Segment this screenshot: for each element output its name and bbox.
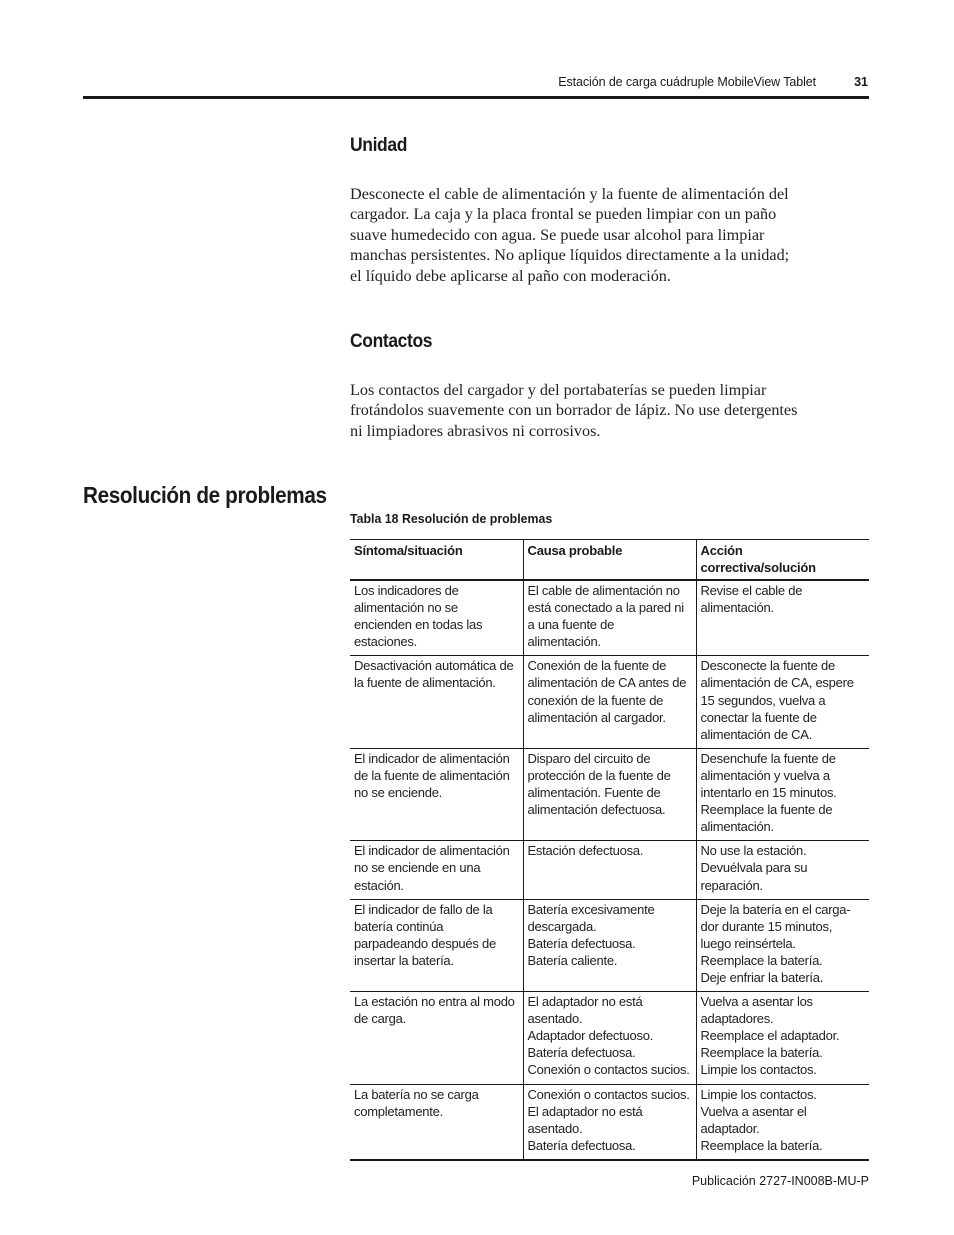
cell-line: alimentación. [527, 634, 601, 650]
paragraph-line: Los contactos del cargador y del portabaterías se pueden limpiar [350, 381, 767, 399]
cell-line: Reemplace la batería. [700, 1137, 823, 1153]
paragraph-line: cargador. La caja y la placa frontal se pueden limpiar con un paño [350, 205, 777, 224]
cell-line: Batería defectuosa. [527, 1045, 636, 1061]
table-row [350, 899, 869, 991]
action-cell [696, 841, 869, 899]
cell-line: Reemplace la fuente de [700, 802, 833, 818]
cell-line: Batería defectuosa. [527, 935, 636, 951]
cell-line: parpadeando después de [354, 935, 496, 951]
symptom-cell [350, 580, 523, 656]
cell-line: alimentación. [700, 600, 774, 616]
running-header-title: Estación de carga cuádruple MobileView Tablet [558, 75, 816, 89]
cell-line: alimentación y vuelva a [700, 767, 830, 783]
page-number: 31 [854, 75, 868, 89]
table-row [350, 1084, 869, 1160]
cell-line: No use la estación. [700, 843, 807, 859]
cell-line: dor durante 15 minutos, [700, 918, 833, 934]
table-row [350, 580, 869, 656]
cell-line: intentarlo en 15 minutos. [700, 785, 837, 801]
symptom-cell [350, 992, 523, 1084]
paragraph-line: el líquido debe aplicarse al paño con moderación. [350, 266, 671, 285]
cell-line: Adaptador defectuoso. [527, 1028, 654, 1044]
table-row [350, 841, 869, 899]
cell-line: Vuelva a asentar los [700, 994, 813, 1010]
cell-line: asentado. [527, 1120, 583, 1136]
cell-line: Batería caliente. [527, 952, 618, 968]
cause-cell [523, 748, 696, 840]
cell-line: alimentación no se [354, 600, 458, 616]
cell-line: Revise el cable de [700, 583, 803, 598]
cause-cell [523, 580, 696, 656]
cell-line: Conexión de la fuente de [527, 658, 667, 674]
action-cell [696, 992, 869, 1084]
table-body [350, 580, 869, 1160]
unidad-paragraph [350, 184, 870, 286]
cell-line: alimentación de CA. [700, 726, 813, 742]
action-cell [696, 1084, 869, 1160]
cell-line: Devuélvala para su [700, 860, 808, 876]
cell-line: Los indicadores de [354, 583, 459, 598]
cell-line: Estación defectuosa. [527, 843, 644, 859]
cell-line: estación. [354, 877, 404, 893]
cell-line: alimentación. [700, 819, 774, 835]
cell-line: Desconecte la fuente de [700, 658, 835, 674]
cell-line: descargada. [527, 918, 597, 934]
cell-line: asentado. [527, 1011, 583, 1027]
paragraph-line: ni limpiadores abrasivos ni corrosivos. [350, 421, 601, 440]
cell-line: Limpie los contactos. [700, 1086, 817, 1102]
cell-line: Deje la batería en el carga- [700, 901, 851, 917]
header-rule [83, 96, 869, 99]
column-header-line: correctiva/solución [700, 560, 816, 576]
section-heading-unidad: Unidad [350, 135, 408, 156]
cause-cell [523, 1084, 696, 1160]
symptom-cell [350, 841, 523, 899]
symptom-cell [350, 656, 523, 748]
column-header [523, 540, 696, 581]
paragraph-line: frotándolos suavemente con un borrador de lápiz. No use detergentes [350, 401, 798, 420]
column-header [696, 540, 869, 581]
cell-line: de la fuente de alimentación [354, 767, 510, 783]
table-row [350, 656, 869, 748]
paragraph-line: manchas persistentes. No aplique líquidos directamente a la unidad; [350, 246, 790, 265]
footer-publication: Publicación 2727-IN008B-MU-P [691, 1174, 869, 1188]
cell-line: El indicador de fallo de la [354, 901, 493, 917]
cell-line: Desenchufe la fuente de [700, 750, 836, 766]
cell-line: conexión de la fuente de [527, 692, 664, 708]
cause-cell [523, 899, 696, 991]
troubleshooting-table [350, 539, 869, 1161]
cause-cell [523, 992, 696, 1084]
table-header-row [350, 540, 869, 581]
cell-line: encienden en todas las [354, 617, 483, 633]
cell-line: El cable de alimentación no [527, 583, 680, 598]
cause-cell [523, 656, 696, 748]
cell-line: no se enciende en una [354, 860, 481, 876]
cell-line: a una fuente de [527, 617, 615, 633]
cell-line: Batería defectuosa. [527, 1137, 636, 1153]
cell-line: no se enciende. [354, 785, 443, 801]
cell-line: alimentación al cargador. [527, 709, 666, 725]
cell-line: El adaptador no está [527, 1103, 643, 1119]
cell-line: completamente. [354, 1103, 443, 1119]
column-header [350, 540, 523, 581]
cell-line: Conexión o contactos sucios. [527, 1086, 690, 1102]
section-heading-contactos: Contactos [350, 331, 433, 352]
table-row [350, 992, 869, 1084]
cell-line: alimentación. Fuente de [527, 785, 661, 801]
cell-line: de carga. [354, 1011, 406, 1027]
action-cell [696, 656, 869, 748]
cell-line: Reemplace la batería. [700, 952, 823, 968]
symptom-cell [350, 899, 523, 991]
contactos-paragraph [350, 380, 870, 441]
column-header-line: Causa probable [527, 543, 623, 558]
cell-line: Conexión o contactos sucios. [527, 1062, 690, 1078]
cell-line: adaptador. [700, 1120, 760, 1136]
cell-line: batería continúa [354, 918, 444, 934]
cell-line: insertar la batería. [354, 952, 454, 968]
cell-line: alimentación de CA antes de [527, 675, 687, 691]
column-header-line: Síntoma/situación [354, 543, 463, 558]
cell-line: El indicador de alimentación [354, 750, 510, 766]
cause-cell [523, 841, 696, 899]
action-cell [696, 899, 869, 991]
action-cell [696, 580, 869, 656]
cell-line: está conectado a la pared ni [527, 600, 684, 616]
cell-line: El indicador de alimentación [354, 843, 510, 859]
cell-line: Reemplace el adaptador. [700, 1028, 840, 1044]
cell-line: 15 segundos, vuelva a [700, 692, 826, 708]
cell-line: luego reinsértela. [700, 935, 796, 951]
symptom-cell [350, 748, 523, 840]
paragraph-line: suave humedecido con agua. Se puede usar alcohol para limpiar [350, 225, 765, 244]
cell-line: Vuelva a asentar el [700, 1103, 807, 1119]
section-heading-troubleshooting: Resolución de problemas [83, 482, 327, 508]
cell-line: La estación no entra al modo [354, 994, 515, 1010]
symptom-cell [350, 1084, 523, 1160]
cell-line: la fuente de alimentación. [354, 675, 496, 691]
cell-line: alimentación de CA, espere [700, 675, 854, 691]
action-cell [696, 748, 869, 840]
cell-line: reparación. [700, 877, 763, 893]
cell-line: adaptadores. [700, 1011, 774, 1027]
column-header-line: Acción [700, 543, 743, 558]
paragraph-line: Desconecte el cable de alimentación y la fuente de alimentación del [350, 185, 789, 203]
table-caption: Tabla 18 Resolución de problemas [350, 511, 553, 526]
table-row [350, 748, 869, 840]
cell-line: alimentación defectuosa. [527, 802, 666, 818]
cell-line: Desactivación automática de [354, 658, 514, 674]
cell-line: Limpie los contactos. [700, 1062, 817, 1078]
cell-line: La batería no se carga [354, 1086, 479, 1102]
cell-line: conectar la fuente de [700, 709, 817, 725]
cell-line: protección de la fuente de [527, 767, 671, 783]
cell-line: El adaptador no está [527, 994, 643, 1010]
cell-line: Batería excesivamente [527, 901, 655, 917]
cell-line: Disparo del circuito de [527, 750, 651, 766]
cell-line: Deje enfriar la batería. [700, 969, 824, 985]
cell-line: estaciones. [354, 634, 418, 650]
cell-line: Reemplace la batería. [700, 1045, 823, 1061]
